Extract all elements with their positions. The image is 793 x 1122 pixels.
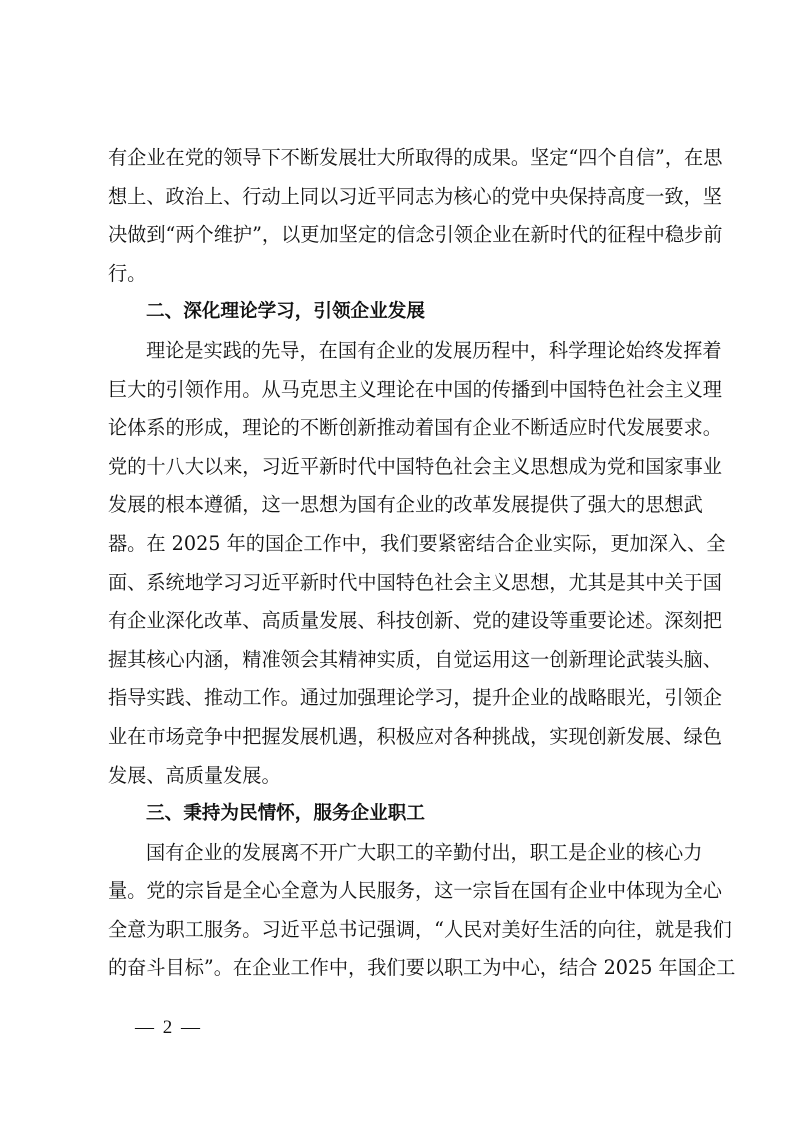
paragraph-line: 指导实践、推动工作。通过加强理论学习，提升企业的战略眼光，引领企 xyxy=(108,686,722,710)
paragraph-line: 论体系的形成，理论的不断创新推动着国有企业不断适应时代发展要求。 xyxy=(108,416,722,440)
paragraph-line: 器。在 2025 年的国企工作中，我们要紧密结合企业实际，更加深入、全 xyxy=(108,531,726,555)
section-heading-3: 三、秉持为民情怀，服务企业职工 xyxy=(146,803,425,825)
paragraph-line: 有企业深化改革、高质量发展、科技创新、党的建设等重要论述。深刻把 xyxy=(108,609,722,633)
paragraph-line: 发展、高质量发展。 xyxy=(108,763,281,787)
paragraph-line: 巨大的引领作用。从马克思主义理论在中国的传播到中国特色社会主义理 xyxy=(108,377,722,401)
paragraph-line: 的奋斗目标”。在企业工作中，我们要以职工为中心，结合 2025 年国企工 xyxy=(108,956,736,980)
paragraph-line: 行。 xyxy=(108,261,147,285)
paragraph-line: 想上、政治上、行动上同以习近平同志为核心的党中央保持高度一致，坚 xyxy=(108,184,722,208)
paragraph-line: 发展的根本遵循，这一思想为国有企业的改革发展提供了强大的思想武 xyxy=(108,493,703,517)
paragraph-line: 党的十八大以来，习近平新时代中国特色社会主义思想成为党和国家事业 xyxy=(108,454,722,478)
page-number: — 2 — xyxy=(135,1017,202,1038)
paragraph-line: 理论是实践的先导，在国有企业的发展历程中，科学理论始终发挥着 xyxy=(146,338,722,362)
paragraph-line: 业在市场竞争中把握发展机遇，积极应对各种挑战，实现创新发展、绿色 xyxy=(108,724,722,748)
section-heading-2: 二、深化理论学习，引领企业发展 xyxy=(146,301,425,323)
paragraph-line: 面、系统地学习习近平新时代中国特色社会主义思想，尤其是其中关于国 xyxy=(108,570,722,594)
paragraph-line: 决做到“两个维护”，以更加坚定的信念引领企业在新时代的征程中稳步前 xyxy=(108,223,723,247)
document-body xyxy=(108,139,736,988)
paragraph-line: 有企业在党的领导下不断发展壮大所取得的成果。坚定“四个自信”，在思 xyxy=(108,146,723,169)
paragraph-line: 全意为职工服务。习近平总书记强调，“人民对美好生活的向往，就是我们 xyxy=(108,917,732,941)
paragraph-line: 量。党的宗旨是全心全意为人民服务，这一宗旨在国有企业中体现为全心 xyxy=(108,879,722,903)
paragraph-line: 国有企业的发展离不开广大职工的辛勤付出，职工是企业的核心力 xyxy=(146,840,703,864)
paragraph-line: 握其核心内涵，精准领会其精神实质，自觉运用这一创新理论武装头脑、 xyxy=(108,647,722,671)
